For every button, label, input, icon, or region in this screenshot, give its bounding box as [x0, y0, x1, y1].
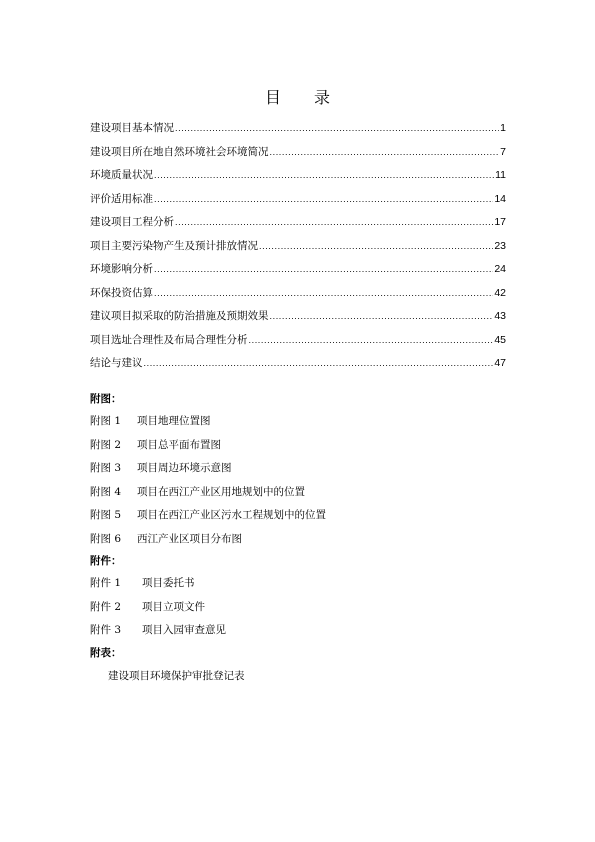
toc-entry-label: 环境质量状况 — [90, 169, 153, 181]
figure-name: 西江产业区项目分布图 — [137, 532, 242, 545]
figure-number: 附图 6 — [90, 532, 122, 545]
toc-entry-label: 环保投资估算 — [90, 286, 153, 299]
toc-entry-label: 建设项目所在地自然环境社会环境简况 — [90, 145, 269, 158]
attachment-name: 项目立项文件 — [142, 600, 205, 613]
figure-name: 项目地理位置图 — [137, 415, 211, 427]
figure-item — [90, 413, 326, 437]
toc-entry[interactable] — [90, 214, 506, 238]
toc-leader-dots — [175, 123, 499, 133]
toc-entry[interactable] — [90, 144, 506, 168]
toc-entry-label: 环境影响分析 — [90, 263, 153, 275]
toc-entry-label: 建设项目基本情况 — [90, 122, 174, 134]
toc-leader-dots — [259, 241, 493, 251]
figure-item — [90, 484, 326, 508]
attachment-item — [90, 575, 226, 599]
toc-leader-dots — [249, 335, 494, 345]
toc-page-number: 1 — [500, 122, 506, 134]
toc-page-number: 11 — [495, 169, 506, 181]
toc-leader-dots — [175, 217, 493, 227]
toc-page-number: 47 — [494, 357, 506, 369]
toc-leader-dots — [270, 147, 500, 157]
toc-entry-label: 项目选址合理性及布局合理性分析 — [90, 333, 248, 346]
toc-entry[interactable] — [90, 332, 506, 356]
figure-item — [90, 460, 326, 484]
toc-entry-label: 结论与建议 — [90, 357, 143, 369]
toc-entry[interactable] — [90, 191, 506, 215]
attachments-heading: 附件： — [90, 555, 122, 567]
figure-number: 附图 4 — [90, 485, 122, 498]
figure-name: 项目在西江产业区污水工程规划中的位置 — [137, 509, 326, 521]
toc-page-number: 14 — [494, 192, 506, 205]
attachment-name: 项目委托书 — [142, 577, 195, 589]
page-title: 目 录 — [264, 88, 345, 107]
toc-leader-dots — [154, 288, 493, 298]
toc-leader-dots — [154, 170, 494, 180]
figure-item — [90, 531, 326, 555]
figure-name: 项目在西江产业区用地规划中的位置 — [137, 485, 305, 498]
toc-leader-dots — [154, 264, 493, 274]
toc-entry[interactable] — [90, 355, 506, 379]
attachments-list — [90, 575, 226, 646]
toc-page-number: 23 — [494, 239, 506, 252]
toc-page-number: 7 — [500, 145, 506, 158]
figure-item — [90, 507, 326, 531]
figure-name: 项目总平面布置图 — [137, 438, 221, 451]
toc-entry-label: 建议项目拟采取的防治措施及预期效果 — [90, 310, 269, 322]
attachment-item — [90, 599, 226, 623]
toc-leader-dots — [154, 194, 493, 204]
toc-entry[interactable] — [90, 308, 506, 332]
figures-heading: 附图： — [90, 393, 122, 405]
toc-entry-label: 项目主要污染物产生及预计排放情况 — [90, 239, 258, 252]
toc-page-number: 24 — [494, 263, 506, 275]
toc-page-number: 42 — [494, 286, 506, 299]
toc-entry-label: 建设项目工程分析 — [90, 216, 174, 228]
attachment-number: 附件 1 — [90, 577, 122, 589]
toc-leader-dots — [144, 358, 494, 368]
tables-heading: 附表： — [90, 647, 122, 659]
toc-leader-dots — [270, 311, 494, 321]
attachment-number: 附件 2 — [90, 600, 122, 613]
figure-number: 附图 5 — [90, 509, 122, 521]
figure-number: 附图 1 — [90, 415, 122, 427]
toc-page-number: 45 — [494, 333, 506, 346]
figure-name: 项目周边环境示意图 — [137, 462, 232, 474]
toc-entry[interactable] — [90, 261, 506, 285]
attachment-number: 附件 3 — [90, 624, 122, 636]
toc-entry[interactable] — [90, 120, 506, 144]
figure-item — [90, 437, 326, 461]
figure-number: 附图 3 — [90, 462, 122, 474]
table-of-contents — [90, 120, 506, 379]
toc-entry-label: 评价适用标准 — [90, 192, 153, 205]
toc-entry[interactable] — [90, 167, 506, 191]
toc-page-number: 17 — [494, 216, 506, 228]
attachment-item — [90, 622, 226, 646]
figure-number: 附图 2 — [90, 438, 122, 451]
toc-entry[interactable] — [90, 238, 506, 262]
toc-entry[interactable] — [90, 285, 506, 309]
figures-list — [90, 413, 326, 554]
table-item: 建设项目环境保护审批登记表 — [108, 670, 245, 682]
attachment-name: 项目入园审查意见 — [142, 624, 226, 636]
toc-page-number: 43 — [494, 310, 506, 322]
